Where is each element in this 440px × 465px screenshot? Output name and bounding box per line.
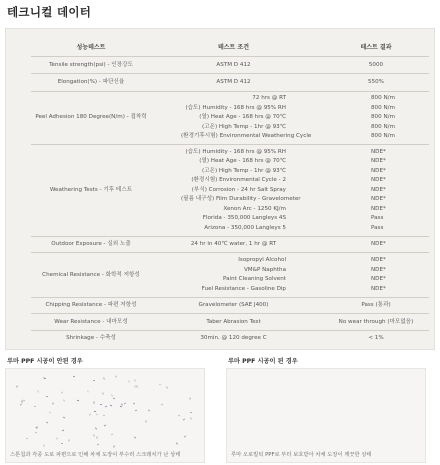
chemical-condition: VM&P Naphtha	[243, 267, 286, 273]
stone-chip-speck	[184, 435, 186, 437]
tensile-item: Tensile strength(psi) - 인장강도	[49, 62, 133, 68]
chemical-item: Chemical Resistance - 화학적 저항성	[42, 272, 140, 278]
stone-chip-speck	[93, 380, 95, 381]
weathering-condition: (습도) Humidity - 168 hrs @ 95% RH	[185, 149, 286, 155]
stone-chip-speck	[113, 398, 115, 400]
chemical-condition: Paint Cleaning Solvent	[223, 276, 286, 282]
page-title: 테크니컬 데이터	[7, 5, 92, 19]
stone-chip-speck	[110, 405, 112, 407]
stone-chip-speck	[20, 403, 22, 405]
weathering-result: NDE*	[371, 158, 386, 164]
comparison-caption: 루마 오로빌틱 PPF로 부터 보호받아 차체 도장이 깨끗한 상태	[231, 452, 372, 458]
stone-chip-speck	[178, 415, 180, 416]
stone-chip-speck	[34, 406, 36, 407]
stone-chip-speck	[21, 400, 22, 402]
stone-chip-speck	[16, 385, 18, 387]
stone-chip-speck	[43, 444, 44, 446]
row-divider	[31, 73, 429, 74]
stone-chip-speck	[49, 411, 51, 413]
shrinkage-condition: 30min. @ 120 degree C	[200, 335, 267, 341]
weathering-result: NDE*	[371, 177, 386, 183]
peel-condition: (고온) High Temp - 1hr @ 93℃	[201, 124, 286, 130]
stone-chip-speck	[35, 432, 37, 434]
outdoor-result: NDE*	[371, 241, 386, 247]
scratched-paint-image	[5, 368, 205, 463]
weathering-item: Weathering Tests - 기후 테스트	[49, 187, 133, 193]
chemical-result: NDE*	[371, 276, 386, 282]
weathering-result: NDE*	[371, 168, 386, 174]
stone-chip-speck	[97, 444, 99, 446]
stone-chip-speck	[104, 424, 106, 426]
stone-chip-speck	[183, 418, 185, 420]
stone-chip-speck	[166, 386, 168, 388]
chemical-result: NDE*	[371, 286, 386, 292]
stone-chip-speck	[61, 443, 63, 444]
chemical-condition: Isopropyl Alcohol	[238, 257, 286, 263]
stone-chip-speck	[102, 392, 104, 394]
stone-chip-speck	[120, 406, 122, 408]
stone-chip-speck	[190, 412, 192, 413]
comparison-title: 루마 PPF 시공이 안된 경우	[7, 358, 83, 365]
stone-chip-speck	[124, 402, 126, 404]
stone-chip-speck	[46, 396, 48, 397]
comparison-without-ppf	[5, 356, 205, 463]
row-divider	[31, 56, 429, 57]
elongation-condition: ASTM D 412	[216, 79, 251, 85]
stone-chip-speck	[128, 380, 130, 382]
weathering-condition: (필름 내구성) Film Durability - Gravelometer	[181, 196, 301, 202]
chemical-condition: Fuel Resistance - Gasoline Dip	[201, 286, 286, 292]
stone-chip-speck	[111, 394, 113, 396]
header-item: 성능테스트	[76, 44, 106, 51]
weathering-result: NDE*	[371, 187, 386, 193]
stone-chip-speck	[105, 406, 107, 408]
stone-chip-speck	[61, 391, 63, 393]
stone-chip-speck	[115, 375, 117, 377]
weathering-condition: (부식) Corrosion - 24 hr Salt Spray	[191, 187, 286, 193]
stone-chip-speck	[111, 434, 113, 436]
weathering-condition: (열) Heat Age - 168 hrs @ 70℃	[199, 158, 286, 164]
row-divider	[31, 330, 429, 331]
peel-condition: (습도) Humidity - 168 hrs @ 95% RH	[185, 105, 286, 111]
stone-chip-speck	[103, 377, 105, 379]
comparison-title: 루마 PPF 시공이 된 경우	[228, 358, 298, 365]
stone-chip-speck	[63, 417, 65, 419]
tensile-condition: ASTM D 412	[216, 62, 251, 68]
stone-chip-speck	[134, 436, 136, 438]
elongation-item: Elongation(%) - 파단신율	[57, 79, 125, 85]
stone-chip-speck	[77, 400, 79, 401]
comparison-caption: 스톤칩과 각종 도로 파편으로 인해 차체 도장이 부수러 스크래치가 난 상태	[10, 452, 181, 458]
technical-data-table	[5, 28, 435, 350]
stone-chip-speck	[43, 377, 45, 378]
stone-chip-speck	[148, 409, 150, 411]
row-divider	[31, 313, 429, 314]
weathering-condition: Florida - 350,000 Langleys 4S	[202, 215, 286, 221]
stone-chip-speck	[176, 442, 178, 444]
stone-chip-speck	[37, 390, 38, 392]
tensile-result: 5000	[368, 62, 384, 68]
peel-condition: 72 hrs @ RT	[252, 95, 286, 101]
stone-chip-speck	[73, 376, 75, 377]
stone-chip-speck	[63, 399, 65, 401]
stone-chip-speck	[52, 402, 54, 404]
wear-condition: Taber Abrasion Test	[206, 319, 261, 325]
stone-chip-speck	[46, 421, 48, 423]
peel-condition: (열) Heat Age - 168 hrs @ 70℃	[199, 114, 286, 120]
wear-result: No wear through (마모없음)	[338, 319, 414, 325]
stone-chip-speck	[136, 385, 137, 387]
weathering-result: NDE*	[371, 196, 386, 202]
elongation-result: 550%	[368, 79, 384, 85]
stone-chip-speck	[161, 404, 163, 405]
weathering-result: NDE*	[371, 149, 386, 155]
weathering-result: Pass	[371, 215, 384, 221]
stone-chip-speck	[62, 430, 64, 432]
weathering-result: Pass	[371, 225, 384, 231]
stone-chip-speck	[145, 420, 147, 422]
peel-result: 800 N/m	[371, 95, 395, 101]
row-divider	[31, 297, 429, 298]
stone-chip-speck	[189, 397, 190, 399]
row-divider	[31, 144, 429, 145]
peel-result: 800 N/m	[371, 133, 395, 139]
stone-chip-speck	[87, 390, 89, 392]
stone-chip-speck	[93, 401, 94, 403]
header-condition: 테스트 조건	[217, 44, 250, 51]
weathering-condition: (고온) High Temp - 1hr @ 93℃	[201, 168, 286, 174]
stone-chip-speck	[89, 413, 91, 415]
chemical-result: NDE*	[371, 257, 386, 263]
stone-chip-speck	[23, 399, 25, 401]
peel-result: 800 N/m	[371, 105, 395, 111]
outdoor-item: Outdoor Exposure - 실외 노출	[51, 241, 131, 247]
weathering-result: NDE*	[371, 206, 386, 212]
stone-chip-speck	[95, 427, 97, 429]
row-divider	[31, 252, 429, 253]
stone-chip-speck	[135, 410, 137, 412]
clean-paint-image	[226, 368, 426, 463]
chipping-condition: Gravelometer (SAE J400)	[198, 302, 269, 308]
stone-chip-speck	[133, 402, 135, 404]
stone-chip-speck	[113, 445, 115, 447]
wear-item: Wear Resistance - 내마모성	[54, 319, 128, 325]
header-result: 테스트 결과	[360, 44, 392, 51]
stone-chip-speck	[190, 417, 192, 419]
chemical-result: NDE*	[371, 267, 386, 273]
comparison-with-ppf	[226, 356, 426, 463]
stone-chip-speck	[56, 437, 57, 439]
stone-chip-speck	[68, 439, 70, 441]
stone-chip-speck	[159, 384, 161, 386]
row-divider	[31, 236, 429, 237]
stone-chip-speck	[96, 436, 97, 438]
shrinkage-result: < 1%	[368, 335, 384, 341]
weathering-condition: (환경시험) Environmental Cycle - 2	[191, 177, 286, 183]
stone-chip-speck	[100, 404, 102, 405]
weathering-condition: Arizona - 350,000 Langleys 5	[204, 225, 286, 231]
stone-chip-speck	[36, 426, 37, 428]
stone-chip-speck	[96, 414, 98, 416]
stone-chip-speck	[94, 411, 96, 412]
peel-result: 800 N/m	[371, 114, 395, 120]
weathering-condition: Xenon Arc - 1250 KJ/m	[223, 206, 286, 212]
stone-chip-speck	[134, 379, 135, 381]
peel-result: 800 N/m	[371, 124, 395, 130]
stone-chip-speck	[93, 434, 94, 436]
outdoor-condition: 24 hr in 40℃ water, 1 hr @ RT	[190, 241, 277, 247]
chipping-result: Pass (통과)	[361, 302, 391, 308]
peel-condition: (환경기후시험) Environmental Weathering Cycle	[181, 133, 312, 139]
chipping-item: Chipping Resistance - 파편 저항성	[45, 302, 137, 308]
stone-chip-speck	[26, 438, 28, 439]
stone-chip-speck	[103, 415, 105, 417]
row-divider	[31, 91, 429, 92]
shrinkage-item: Shrinkage - 수축성	[66, 335, 116, 341]
peel-item: Peel Adhesion 180 Degree(N/m) - 접착력	[35, 114, 147, 120]
